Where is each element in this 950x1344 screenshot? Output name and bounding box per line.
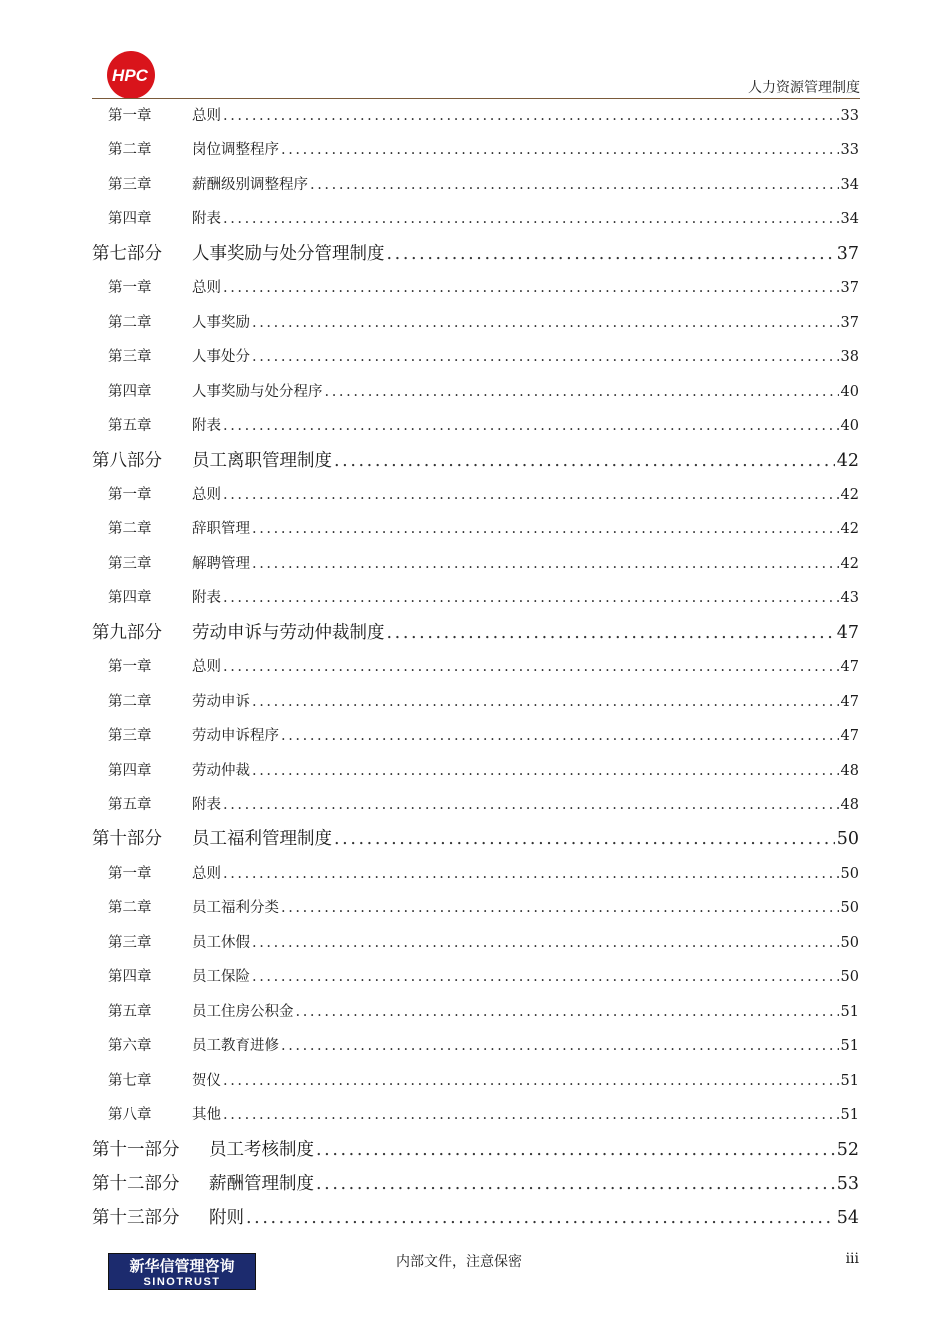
toc-dot-leader <box>223 478 839 512</box>
toc-entry-page: 40 <box>840 383 859 400</box>
toc-entry-page: 50 <box>840 865 859 882</box>
toc-entry-number: 第四章 <box>108 383 152 400</box>
toc-dot-leader <box>223 1064 839 1098</box>
toc-dot-leader <box>334 444 835 478</box>
toc-entry-title: 人事奖励与处分管理制度 <box>192 243 385 264</box>
toc-entry-number: 第十三部分 <box>92 1208 180 1229</box>
toc-dot-leader <box>334 822 835 856</box>
company-logo <box>101 50 159 100</box>
toc-entry-title: 员工保险 <box>192 969 250 986</box>
toc-entry-title: 薪酬管理制度 <box>209 1173 314 1194</box>
toc-dot-leader <box>246 1201 835 1235</box>
toc-entry-title: 员工休假 <box>192 934 250 951</box>
toc-entry-page: 53 <box>836 1173 859 1194</box>
toc-entry-title: 人事奖励 <box>192 314 250 331</box>
toc-dot-leader <box>223 857 839 891</box>
toc-entry-number: 第三章 <box>108 934 152 951</box>
toc-entry-title: 员工教育进修 <box>192 1038 279 1055</box>
toc-entry-page: 51 <box>840 1107 859 1124</box>
toc-entry-title: 员工离职管理制度 <box>192 450 332 471</box>
toc-part-entry[interactable] <box>92 444 859 478</box>
toc-entry-number: 第八部分 <box>92 450 162 471</box>
footer-logo-cn: 新华信管理咨询 <box>129 1257 235 1275</box>
toc-entry-page: 50 <box>840 900 859 917</box>
toc-entry-title: 劳动申诉 <box>192 693 250 710</box>
toc-entry-title: 辞职管理 <box>192 521 250 538</box>
toc-dot-leader <box>281 1029 839 1063</box>
toc-chapter-entry[interactable] <box>108 271 859 305</box>
toc-entry-title: 总则 <box>192 865 221 882</box>
toc-entry-number: 第五章 <box>108 1003 152 1020</box>
toc-chapter-entry[interactable] <box>108 1029 859 1063</box>
toc-dot-leader <box>325 375 839 409</box>
toc-entry-title: 岗位调整程序 <box>192 142 279 159</box>
toc-entry-number: 第一章 <box>108 865 152 882</box>
toc-entry-page: 47 <box>840 728 859 745</box>
toc-entry-title: 人事奖励与处分程序 <box>192 383 323 400</box>
toc-chapter-entry[interactable] <box>108 1098 859 1132</box>
toc-entry-page: 42 <box>840 486 859 503</box>
toc-entry-number: 第二章 <box>108 521 152 538</box>
toc-dot-leader <box>252 754 839 788</box>
toc-chapter-entry[interactable] <box>108 960 859 994</box>
document-title: 人力资源管理制度 <box>748 80 860 96</box>
page-number: iii <box>845 1251 859 1267</box>
toc-entry-page: 51 <box>840 1038 859 1055</box>
toc-dot-leader <box>252 685 839 719</box>
toc-chapter-entry[interactable] <box>108 926 859 960</box>
toc-chapter-entry[interactable] <box>108 512 859 546</box>
toc-chapter-entry[interactable] <box>108 650 859 684</box>
toc-dot-leader <box>252 340 839 374</box>
toc-dot-leader <box>281 719 839 753</box>
toc-entry-page: 42 <box>840 521 859 538</box>
footer-logo-en: SINOTRUST <box>143 1276 221 1288</box>
toc-entry-title: 员工考核制度 <box>209 1139 314 1160</box>
toc-dot-leader <box>316 1167 835 1201</box>
toc-chapter-entry[interactable] <box>108 168 859 202</box>
toc-dot-leader <box>223 99 839 133</box>
toc-chapter-entry[interactable] <box>108 891 859 925</box>
toc-entry-number: 第三章 <box>108 176 152 193</box>
toc-entry-page: 51 <box>840 1003 859 1020</box>
toc-dot-leader <box>387 616 835 650</box>
toc-chapter-entry[interactable] <box>108 99 859 133</box>
toc-entry-number: 第二章 <box>108 900 152 917</box>
toc-entry-title: 总则 <box>192 108 221 124</box>
toc-chapter-entry[interactable] <box>108 754 859 788</box>
toc-entry-page: 42 <box>840 555 859 572</box>
toc-entry-title: 总则 <box>192 659 221 676</box>
toc-entry-title: 附表 <box>192 418 221 435</box>
toc-entry-number: 第七章 <box>108 1072 152 1089</box>
toc-entry-page: 51 <box>840 1072 859 1089</box>
toc-dot-leader <box>281 891 839 925</box>
toc-entry-title: 附则 <box>209 1208 244 1229</box>
toc-entry-page: 40 <box>840 418 859 435</box>
toc-entry-page: 33 <box>840 142 859 159</box>
toc-entry-page: 37 <box>840 280 859 297</box>
toc-entry-number: 第十一部分 <box>92 1139 180 1160</box>
toc-dot-leader <box>223 271 839 305</box>
toc-dot-leader <box>387 237 835 271</box>
toc-entry-title: 薪酬级别调整程序 <box>192 176 308 193</box>
toc-entry-page: 50 <box>840 934 859 951</box>
toc-part-entry[interactable] <box>92 616 859 650</box>
toc-entry-title: 其他 <box>192 1107 221 1124</box>
toc-chapter-entry[interactable] <box>108 1064 859 1098</box>
toc-dot-leader <box>252 306 839 340</box>
toc-entry-page: 50 <box>840 969 859 986</box>
toc-dot-leader <box>223 650 839 684</box>
toc-entry-title: 人事处分 <box>192 349 250 366</box>
toc-entry-page: 42 <box>836 450 859 471</box>
toc-dot-leader <box>296 995 839 1029</box>
toc-entry-page: 50 <box>836 829 859 850</box>
toc-entry-page: 38 <box>840 349 859 366</box>
toc-part-entry[interactable] <box>92 1201 859 1235</box>
toc-chapter-entry[interactable] <box>108 306 859 340</box>
toc-entry-title: 附表 <box>192 590 221 607</box>
toc-entry-title: 劳动申诉与劳动仲裁制度 <box>192 622 385 643</box>
toc-dot-leader <box>223 409 839 443</box>
toc-chapter-entry[interactable] <box>108 788 859 822</box>
toc-chapter-entry[interactable] <box>108 478 859 512</box>
toc-entry-page: 47 <box>840 659 859 676</box>
toc-chapter-entry[interactable] <box>108 133 859 167</box>
toc-entry-page: 52 <box>836 1139 859 1160</box>
toc-chapter-entry[interactable] <box>108 375 859 409</box>
toc-entry-page: 47 <box>836 622 859 643</box>
toc-entry-number: 第四章 <box>108 762 152 779</box>
toc-entry-page: 37 <box>836 243 859 264</box>
toc-chapter-entry[interactable] <box>108 409 859 443</box>
toc-chapter-entry[interactable] <box>108 202 859 236</box>
toc-entry-number: 第一章 <box>108 659 152 676</box>
logo-text: HPC <box>112 66 148 85</box>
toc-dot-leader <box>316 1133 835 1167</box>
toc-entry-number: 第十部分 <box>92 829 162 850</box>
toc-entry-number: 第一章 <box>108 280 152 297</box>
toc-entry-page: 34 <box>840 176 859 193</box>
toc-entry-number: 第三章 <box>108 555 152 572</box>
toc-dot-leader <box>223 202 839 236</box>
toc-entry-number: 第八章 <box>108 1107 152 1124</box>
toc-dot-leader <box>223 1098 839 1132</box>
toc-dot-leader <box>281 133 839 167</box>
toc-chapter-entry[interactable] <box>108 685 859 719</box>
toc-entry-number: 第一章 <box>108 486 152 503</box>
toc-entry-number: 第三章 <box>108 349 152 366</box>
toc-entry-title: 总则 <box>192 280 221 297</box>
toc-entry-number: 第七部分 <box>92 243 162 264</box>
toc-chapter-entry[interactable] <box>108 581 859 615</box>
toc-entry-number: 第五章 <box>108 418 152 435</box>
toc-entry-number: 第三章 <box>108 728 152 745</box>
toc-entry-number: 第九部分 <box>92 622 162 643</box>
footer-logo <box>108 1253 256 1290</box>
toc-entry-page: 54 <box>836 1208 859 1229</box>
toc-entry-title: 员工住房公积金 <box>192 1003 294 1020</box>
toc-part-entry[interactable] <box>92 822 859 856</box>
toc-part-entry[interactable] <box>92 1167 859 1201</box>
toc-entry-title: 劳动仲裁 <box>192 762 250 779</box>
toc-entry-number: 第二章 <box>108 693 152 710</box>
toc-dot-leader <box>252 960 839 994</box>
toc-entry-number: 第四章 <box>108 590 152 607</box>
toc-chapter-entry[interactable] <box>108 857 859 891</box>
toc-dot-leader <box>223 788 839 822</box>
toc-entry-title: 解聘管理 <box>192 555 250 572</box>
toc-entry-title: 员工福利管理制度 <box>192 829 332 850</box>
toc-chapter-entry[interactable] <box>108 340 859 374</box>
toc-entry-title: 贺仪 <box>192 1072 221 1089</box>
toc-entry-page: 34 <box>840 211 859 228</box>
toc-entry-title: 员工福利分类 <box>192 900 279 917</box>
toc-dot-leader <box>223 581 839 615</box>
toc-chapter-entry[interactable] <box>108 995 859 1029</box>
toc-entry-title: 总则 <box>192 486 221 503</box>
toc-entry-page: 47 <box>840 693 859 710</box>
confidentiality-note: 内部文件，注意保密 <box>396 1254 522 1270</box>
toc-entry-page: 48 <box>840 762 859 779</box>
toc-chapter-entry[interactable] <box>108 547 859 581</box>
toc-entry-number: 第二章 <box>108 314 152 331</box>
toc-entry-page: 43 <box>840 590 859 607</box>
toc-entry-number: 第四章 <box>108 211 152 228</box>
toc-entry-number: 第六章 <box>108 1038 152 1055</box>
toc-dot-leader <box>252 547 839 581</box>
toc-entry-number: 第一章 <box>108 108 152 124</box>
toc-entry-number: 第四章 <box>108 969 152 986</box>
toc-entry-number: 第五章 <box>108 797 152 813</box>
toc-entry-title: 劳动申诉程序 <box>192 728 279 745</box>
toc-entry-title: 附表 <box>192 211 221 228</box>
toc-entry-page: 48 <box>840 797 859 813</box>
toc-entry-page: 37 <box>840 314 859 331</box>
toc-dot-leader <box>252 926 839 960</box>
toc-chapter-entry[interactable] <box>108 719 859 753</box>
toc-entry-page: 33 <box>840 108 859 124</box>
toc-part-entry[interactable] <box>92 1133 859 1167</box>
toc-part-entry[interactable] <box>92 237 859 271</box>
toc-dot-leader <box>310 168 839 202</box>
toc-dot-leader <box>252 512 839 546</box>
toc-entry-number: 第十二部分 <box>92 1173 180 1194</box>
toc-entry-title: 附表 <box>192 797 221 813</box>
toc-entry-number: 第二章 <box>108 142 152 159</box>
